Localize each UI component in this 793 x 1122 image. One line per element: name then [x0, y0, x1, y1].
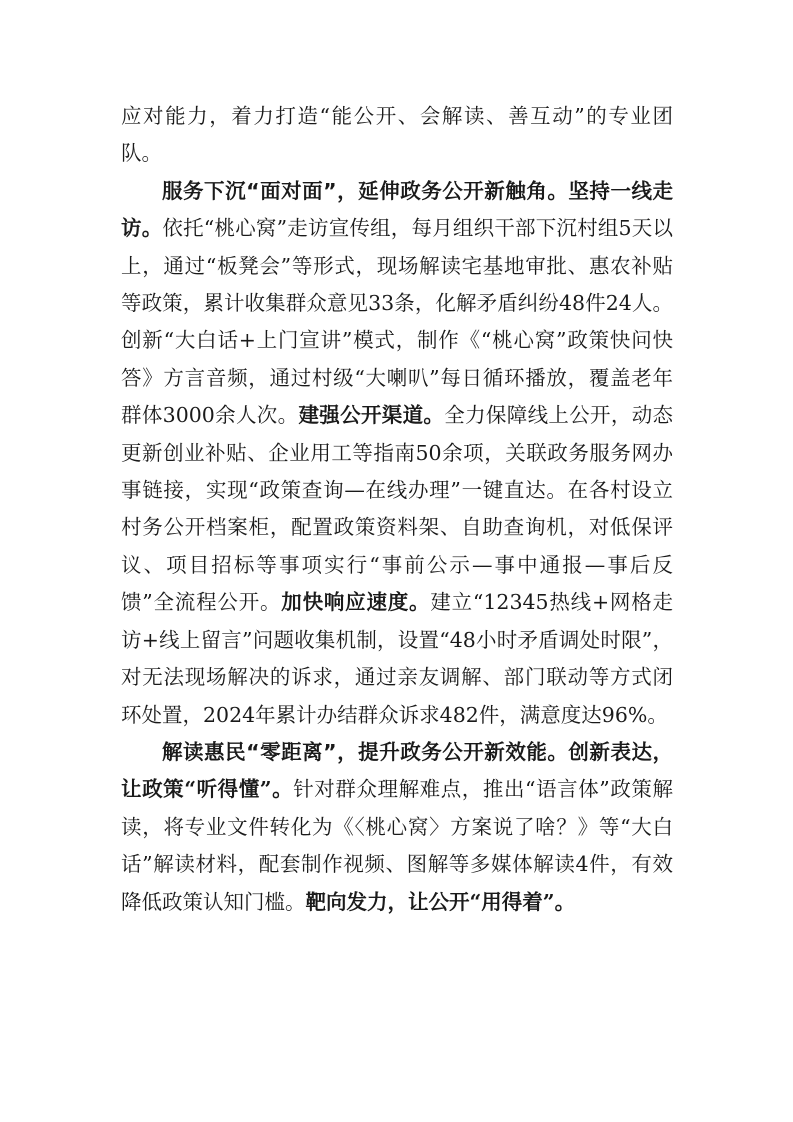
paragraph-service — [121, 173, 673, 734]
paragraph-interpretation — [121, 734, 673, 921]
paragraph-continuation — [121, 98, 673, 173]
paragraph-text: 依托“桃心窝”走访宣传组，每月组织干部下沉村组5天以上，通过“板凳会”等形式，现场解读宅基地审批、惠农补贴等政策，累计收集群众意见33条，化解矛盾纠纷48件24人。创新“大白话+上门宣讲”模式，制作《“桃心窝”政策快问快答》方言音频，通过村级“大喇叭”每日循环播放，覆盖老年群体3000余人次。 — [121, 216, 673, 428]
paragraph-text: 全力保障线上公开，动态更新创业补贴、企业用工等指南50余项，关联政务服务网办事链接，实现“政策查询—在线办理”一键直达。在各村设立村务公开档案柜，配置政策资料架、自助查询机，对低保评议、项目招标等事项实行“事前公示—事中通报—事后反馈”全流程公开。 — [121, 403, 674, 615]
paragraph-text: 应对能力，着力打造“能公开、会解读、善互动”的专业团队。 — [121, 104, 673, 166]
subheading: 坚持一线走访。 — [121, 178, 673, 241]
subheading: 靶向发力，让公开“用得着”。 — [305, 889, 576, 914]
paragraph-text: 针对群众理解难点，推出“语言体”政策解读，将专业文件转化为《〈桃心窝〉方案说了啥？》等“大白话”解读材料，配套制作视频、图解等多媒体解读4件，有效降低政策认知门槛。 — [121, 777, 673, 914]
subheading: 创新表达，让政策“听得懂”。 — [121, 739, 673, 802]
subheading: 建强公开渠道。 — [298, 403, 445, 428]
document-body — [121, 98, 673, 921]
section-heading: 解读惠民“零距离”，提升政务公开新效能。 — [162, 739, 569, 764]
section-heading: 服务下沉“面对面”，延伸政务公开新触角。 — [162, 178, 569, 203]
paragraph-text: 建立“12345热线+网格走访+线上留言”问题收集机制，设置“48小时矛盾调处时限”，对无法现场解决的诉求，通过亲友调解、部门联动等方式闭环处置，2024年累计办结群众诉求482件，满意度达96%。 — [121, 590, 674, 727]
subheading: 加快响应速度。 — [281, 590, 431, 615]
